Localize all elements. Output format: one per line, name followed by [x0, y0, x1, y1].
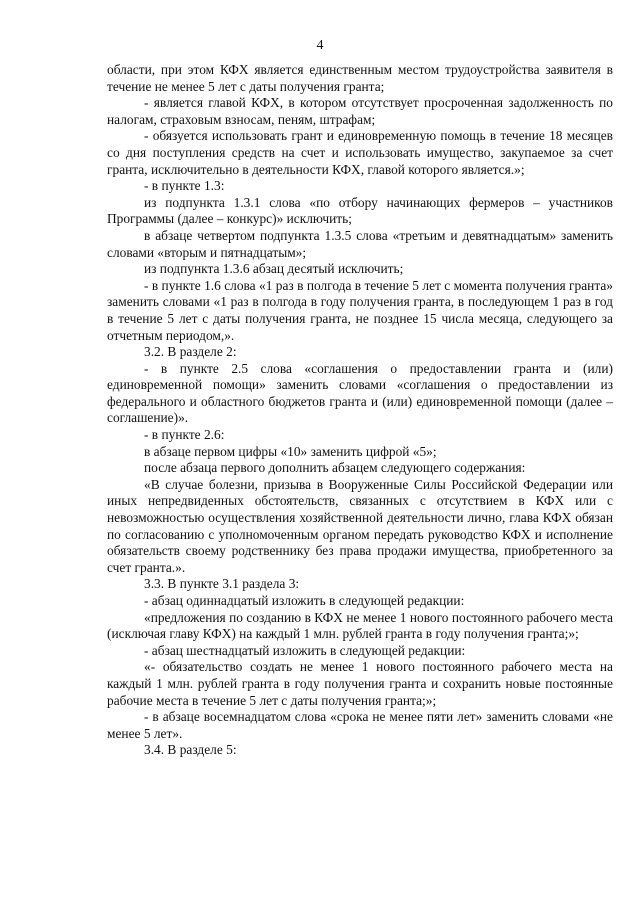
paragraph: - в пункте 2.6: [144, 427, 225, 443]
document-body [107, 62, 613, 759]
paragraph: «- обязательство создать не менее 1 нового постоянного рабочего места на каждый 1 млн. рублей гранта в году получения гранта и сохранить новые постоянные рабочие места в течение 5 лет с даты получения гранта;»; [107, 659, 613, 708]
paragraph: - в абзаце восемнадцатом слова «срока не менее пяти лет» заменить словами «не менее 5 лет». [107, 709, 613, 741]
paragraph: - абзац одиннадцатый изложить в следующей редакции: [144, 593, 465, 608]
paragraph: в абзаце первом цифры «10» заменить цифрой «5»; [144, 443, 437, 459]
paragraph: 3.4. В разделе 5: [144, 742, 237, 758]
paragraph: после абзаца первого дополнить абзацем следующего содержания: [144, 460, 526, 476]
paragraph: 3.3. В пункте 3.1 раздела 3: [144, 576, 300, 592]
paragraph: области, при этом КФХ является единственным местом трудоустройства заявителя в течение не менее 5 лет с даты получения гранта; [107, 62, 613, 94]
paragraph: - в пункте 1.6 слова «1 раз в полгода в течение 5 лет с момента получения гранта» заменить словами «1 раз в полгода в году получения гранта, в последующем 1 раз в год в течение 5 лет с даты получения гранта, не позднее 15 числа месяца, следующего за отчетным периодом,». [107, 277, 613, 343]
paragraph: «В случае болезни, призыва в Вооруженные Силы Российской Федерации или иных непредвиденных обстоятельств, связанных с отсутствием в КФХ или с невозможностью осуществления хозяйственной деятельности лично, глава КФХ обязан по согласованию с уполномоченным органом передать руководство КФХ и исполнение обязательств своему родственнику без права продажи имущества, приобретенного за счет гранта.». [107, 476, 613, 575]
paragraph: из подпункта 1.3.1 слова «по отбору начинающих фермеров – участников Программы (далее – конкурс)» исключить; [107, 194, 613, 227]
paragraph: из подпункта 1.3.6 абзац десятый исключить; [144, 261, 404, 277]
paragraph: - абзац шестнадцатый изложить в следующей редакции: [144, 642, 466, 658]
paragraph: «предложения по созданию в КФХ не менее 1 нового постоянного рабочего места (исключая главу КФХ) на каждый 1 млн. рублей гранта в году получения гранта;»; [107, 609, 613, 642]
paragraph: - обязуется использовать грант и единовременную помощь в течение 18 месяцев со дня поступления средств на счет и использовать имущество, закупаемое за счет гранта, исключительно в деятельности КФХ, главой которого является.»; [107, 128, 613, 177]
paragraph: - в пункте 1.3: [144, 178, 225, 194]
paragraph: в абзаце четвертом подпункта 1.3.5 слова «третьим и девятнадцатым» заменить словами «вторым и пятнадцатым»; [107, 227, 613, 260]
page-number: 4 [316, 38, 324, 53]
paragraph: 3.2. В разделе 2: [144, 344, 237, 360]
paragraph: - в пункте 2.5 слова «соглашения о предоставлении гранта и (или) единовременной помощи» заменить словами «соглашения о предоставлении из федерального и областного бюджетов гранта и (или) единовременной помощи (далее – соглашение)». [107, 360, 613, 426]
paragraph: - является главой КФХ, в котором отсутствует просроченная задолженность по налогам, страховым взносам, пеням, штрафам; [107, 95, 613, 127]
